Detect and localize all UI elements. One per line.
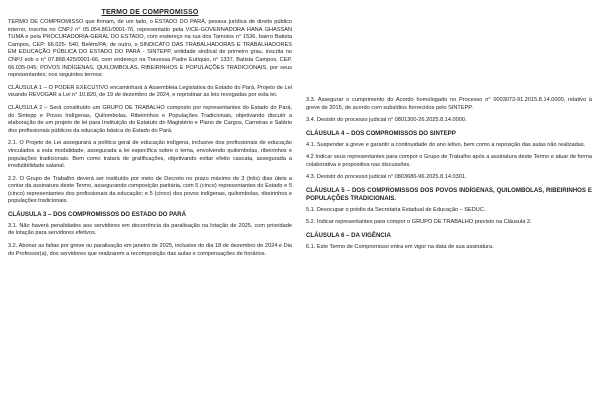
clause-3-4: 3.4. Desistir do processo judicial n° 0801300-26.2025.8.14.0000.: [306, 117, 467, 124]
clause-6-heading: CLÁUSULA 6 – DA VIGÊNCIA: [306, 231, 391, 239]
preamble: TERMO DE COMPROMISSO que firmam, de um lado, o ESTADO DO PARÁ, pessoa jurídica de direito público interno, inscrita no CNPJ n° 05.054.861/0001-76, representado pela VICE-GOVERNADORA HANA GHASSAN TUMA e pela PROCURADORIA-GERAL DO ESTADO, com endereço na rua dos Tamoios n° 1536, bairro Batista Campos, CEP: 66.025- 540, Belém/PA; de outro, o SINDICATO DAS TRABALHADORAS E TRABALHADORES EM EDUCAÇÃO PÚBLICA DO ESTADO DO PARÁ - SINTEPP, entidade sindical de primeiro grau, inscrita no CNPJ sob o n° 07.868.425/0001-66, com endereço na Travessa Padre Eutíquio, n° 1337, Batista Campos, CEP. 66.035-045; POVOS INDÍGENAS, QUILOMBOLAS, RIBEIRINHOS E POPULAÇÕES TRADICIONAIS, por seus representantes; nos seguintes termos:: [8, 19, 292, 79]
clause-5-2: 5.2. Indicar representantes para compor o GRUPO DE TRABALHO previsto na Cláusula 2.: [306, 219, 532, 226]
clause-6-1: 6.1. Este Termo de Compromisso entra em vigor na data de sua assinatura.: [306, 243, 494, 250]
left-column: [8, 0, 292, 263]
clause-4-heading: CLÁUSULA 4 – DOS COMPROMISSOS DO SINTEPP: [306, 129, 456, 137]
clause-3-1: 3.1. Não haverá penalidades aos servidores em decorrência da paralisação na lotação de 2025, com prioridade de lotação para servidores efetivos.: [8, 222, 292, 237]
clause-2-1: 2.1. O Projeto de Lei assegurará a política geral de educação indígena, inclusive dos profissionais de educação vinculados a esta modalidade, assegurada a lei específica sobre o tema, envolvendo quilombolas, ribeirinhos e populações tradicionais. Bem como tratará de gratificações, objetivando evitar efeito cascata, assegurada a irredutibilidade salarial.: [8, 140, 292, 170]
document-title: TERMO DE COMPROMISSO: [101, 9, 199, 16]
clause-4-2: 4.2 Indicar seus representantes para compor o Grupo de Trabalho após a assinatura deste Termo e atuar de forma colaborativa e propositiva nas discussões.: [306, 154, 592, 168]
clause-5-1: 5.1. Desocupar o prédio da Secretaria Estadual de Educação – SEDUC.: [306, 206, 486, 213]
right-column: [306, 97, 592, 256]
clause-3-3: 3.3. Assegurar o cumprimento do Acordo homologado no Processo n° 0003073-91.2015.8.14.0000, relativo à greve de 2015, de acordo com subsídios fornecidos pelo SINTEPP.: [306, 97, 592, 111]
clause-4-3: 4.3. Desistir do processo judicial n° 0803686-96.2025.8.14.0301.: [306, 174, 467, 181]
clause-2-2: 2.2. O Grupo de Trabalho deverá ser instituído por meio de Decreto no prazo máximo de 3 (três) dias úteis a contar da assinatura deste Termo, assegurando composição paritária, com 5 (cinco) representantes do Estado e 5 (cinco) representantes dos profissionais da educação; e 5 (cinco) dos povos indígenas, quilombolas, ribeirinhos e populações tradicionais.: [8, 175, 292, 205]
clause-2: CLÁUSULA 2 – Será constituído um GRUPO DE TRABALHO composto por representantes do Estado do Pará, do Sintepp e Povos Indígenas, Quilombolas, Ribeirinhos e Populações Tradicionais, objetivando discutir a elaboração de um projeto de lei para Instituição do Estatuto do Magistério e Plano de Cargos, Carreiras e Salário dos profissionais públicos da educação básica do Estado do Pará.: [8, 104, 292, 134]
clause-1: CLÁUSULA 1 – O PODER EXECUTIVO encaminhará à Assembleia Legislativa do Estado do Pará, Projeto de Lei visando REVOGAR a Lei n° 10.820, de 19 de dezembro de 2024, e repristinar as leis revogadas por esta lei.: [8, 84, 292, 99]
clause-3-2: 3.2. Abonar as faltas por greve ou paralisação em janeiro de 2025, inclusive do dia 18 de dezembro de 2024 e Dia do Professor(a), dos servidores que realizarem a recomposição das aulas e compensações de horários.: [8, 243, 292, 257]
clause-3-heading: CLÁUSULA 3 – DOS COMPROMISSOS DO ESTADO DO PARÁ: [8, 211, 186, 219]
clause-4-1: 4.1. Suspender a greve e garantir a continuidade do ano letivo, bem como a reposição das aulas não realizadas.: [306, 141, 586, 148]
clause-5-heading: CLÁUSULA 5 – DOS COMPROMISSOS DOS POVOS INDÍGENAS, QUILOMBOLAS, RIBEIRINHOS E POPULAÇÕES TRADICIONAIS.: [306, 186, 592, 202]
